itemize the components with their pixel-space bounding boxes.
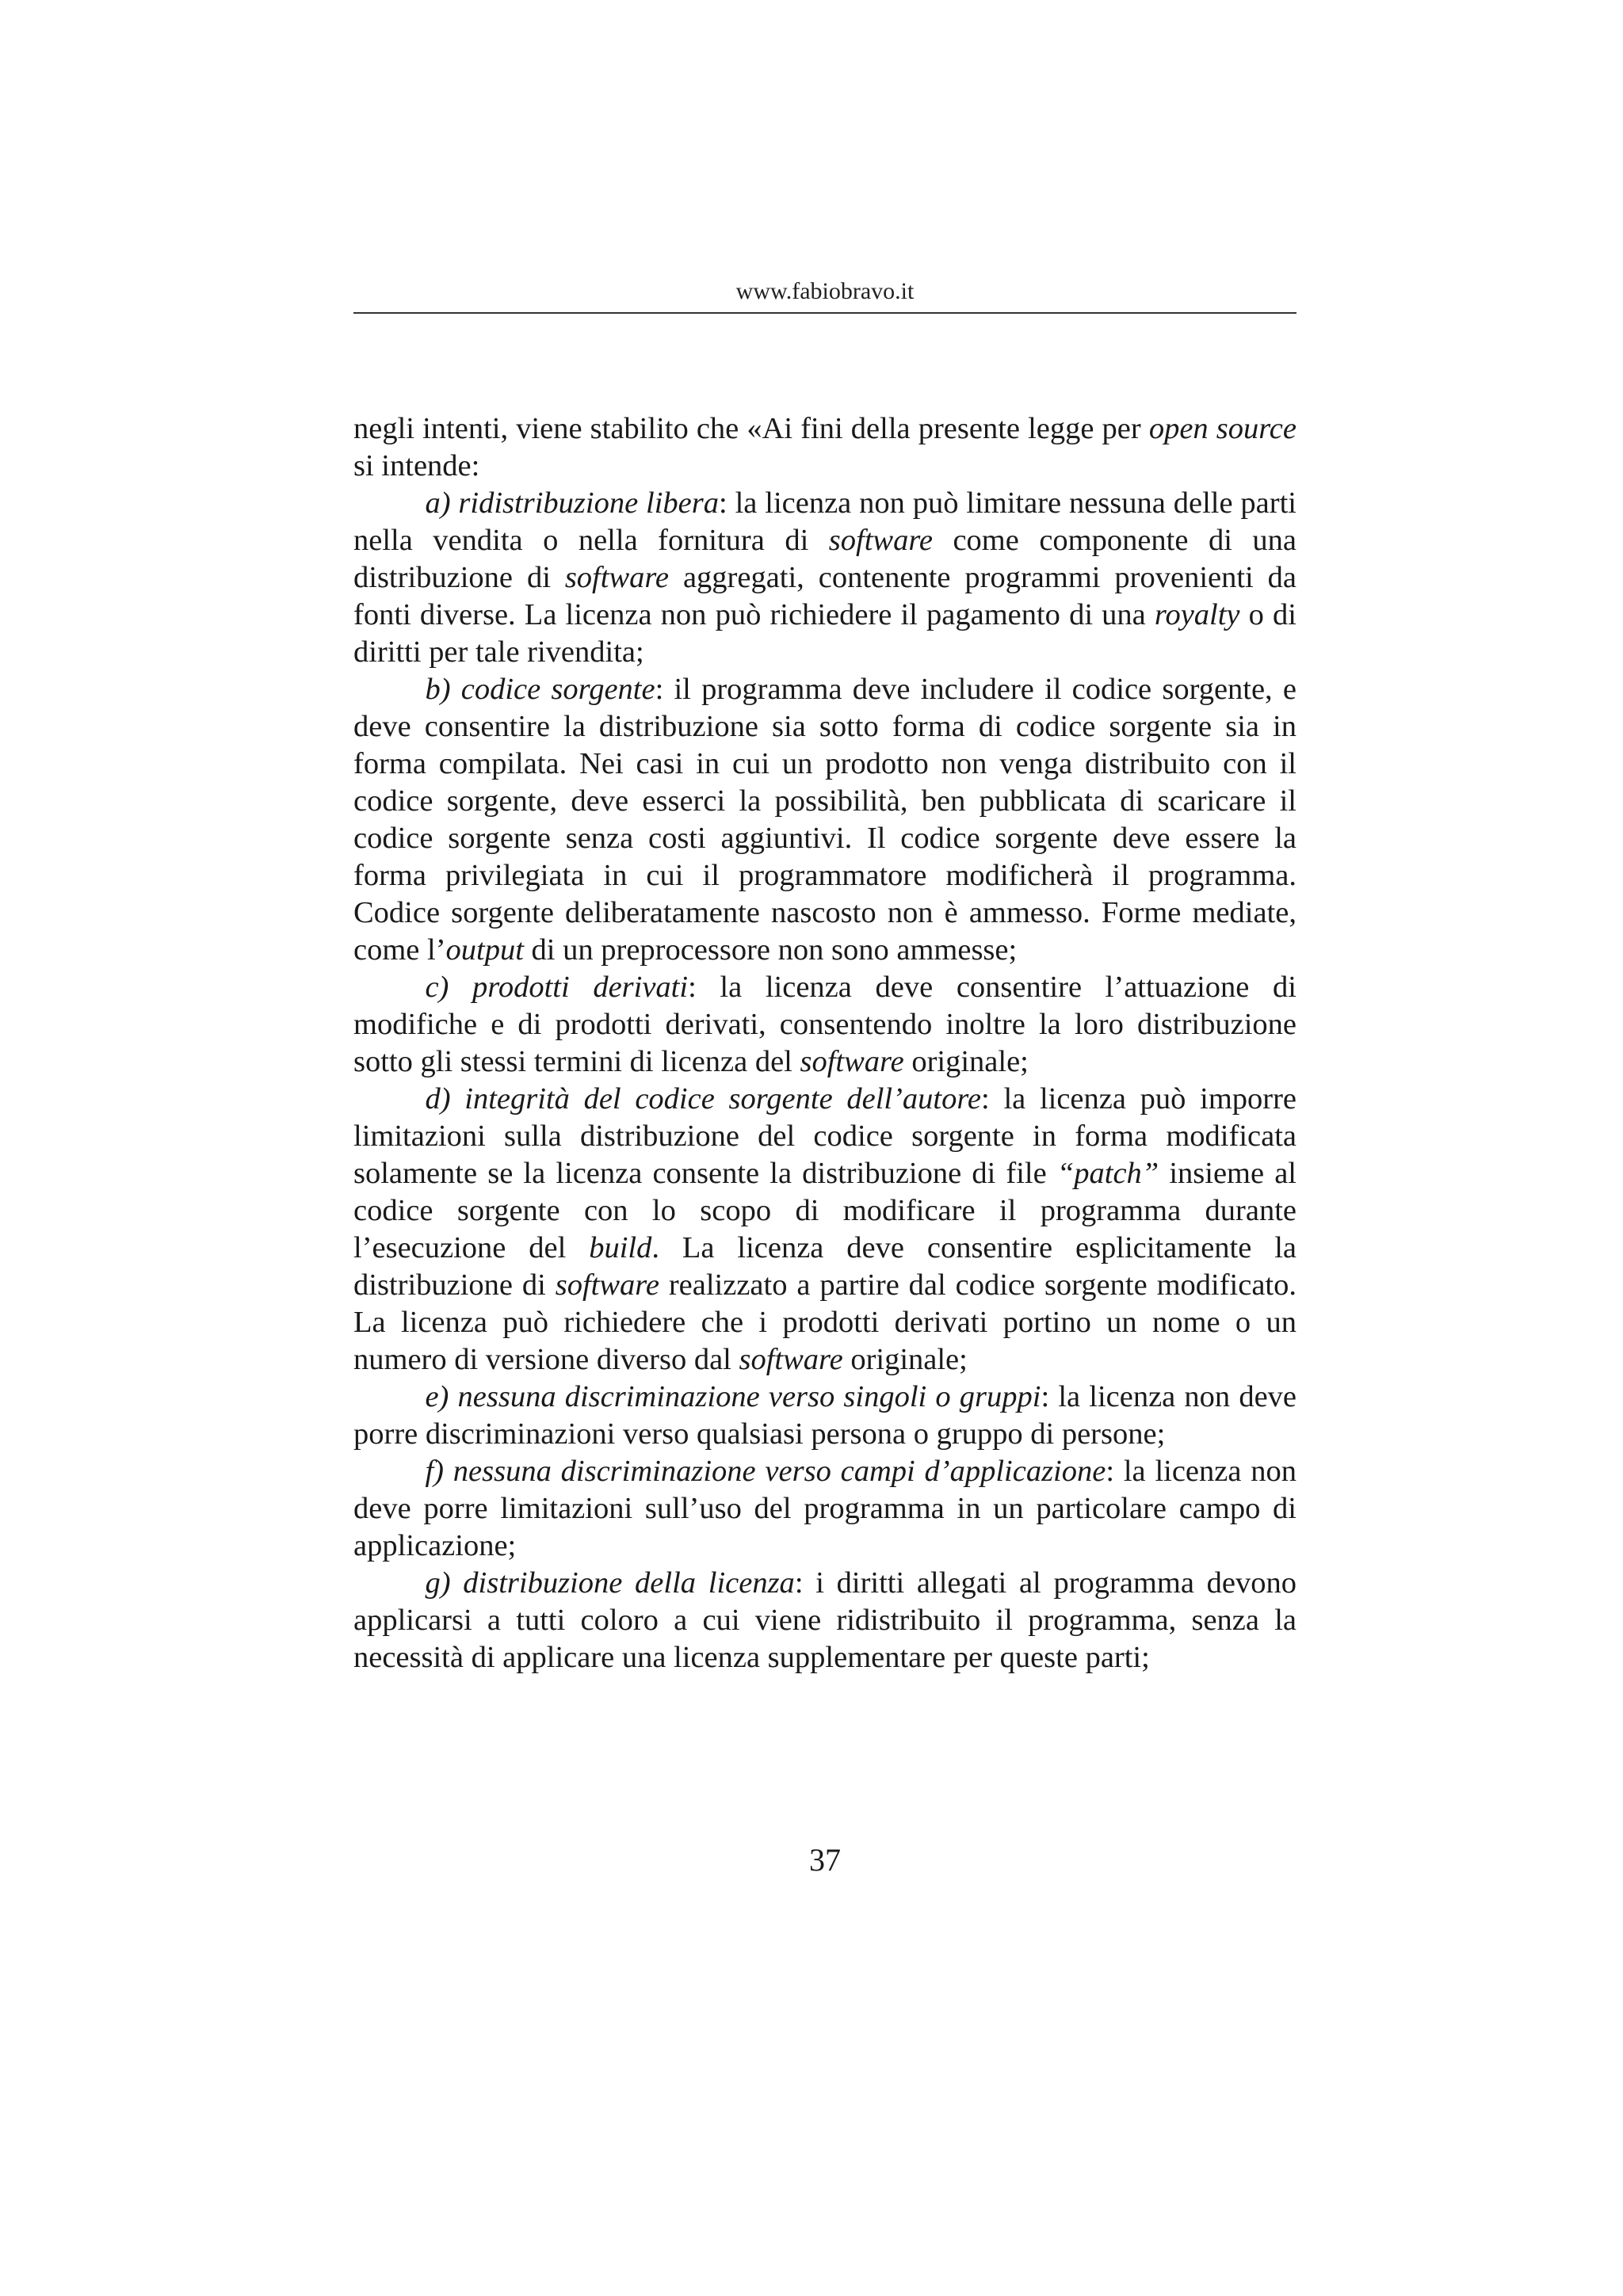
text-segment: realizzato a partire dal codice sorgente modificato. La licenza può richiedere che i prodotti derivati portino un nome o un numero di versione diverso dal <box>353 1268 1296 1376</box>
item-heading: c) prodotti derivati <box>425 971 689 1004</box>
text-segment: . La licenza deve consentire esplicitamente la distribuzione di <box>353 1231 1296 1302</box>
list-item-b <box>353 671 1296 969</box>
italic-term: open source <box>1148 412 1296 445</box>
list-item-a <box>353 485 1296 671</box>
text-segment: originale; <box>842 1343 968 1376</box>
item-heading: f) nessuna discriminazione verso campi d’applicazione <box>425 1455 1106 1488</box>
text-segment: originale; <box>903 1045 1029 1078</box>
text-segment: : il programma deve includere il codice sorgente, e deve consentire la distribuzione sia sotto forma di codice sorgente sia in forma compilata. Nei casi in cui un prodotto non venga distribuito con il codice sorgente, deve esserci la possibilità, ben pubblicata di scaricare il codice sorgente senza costi aggiuntivi. Il codice sorgente deve essere la forma privilegiata in cui il programmatore modificherà il programma. Codice sorgente deliberatamente nascosto non è ammesso. Forme mediate, come l’ <box>353 673 1296 967</box>
italic-term: software <box>555 1268 659 1302</box>
italic-term: output <box>445 933 524 967</box>
italic-term: software <box>739 1343 843 1376</box>
list-item-c <box>353 969 1296 1081</box>
item-heading: d) integrità del codice sorgente dell’autore <box>425 1082 982 1116</box>
italic-term: software <box>800 1045 904 1078</box>
text-segment: o di diritti per tale rivendita; <box>353 598 1296 669</box>
italic-term: build <box>589 1231 652 1264</box>
list-item-e <box>353 1379 1296 1453</box>
item-heading: b) codice sorgente <box>425 673 655 706</box>
item-heading: a) ridistribuzione libera <box>425 486 720 520</box>
italic-term: software <box>564 561 670 594</box>
text-segment: aggregati, contenente programmi provenienti da fonti diverse. La licenza non può richiedere il pagamento di una <box>353 561 1297 631</box>
text-segment: negli intenti, viene stabilito che «Ai fini della presente legge per <box>353 412 1149 445</box>
list-item-d <box>353 1081 1296 1379</box>
italic-term: royalty <box>1154 598 1240 631</box>
text-segment: di un preprocessore non sono ammesse; <box>523 933 1018 967</box>
item-heading: e) nessuna discriminazione verso singoli o gruppi <box>425 1380 1041 1413</box>
header-divider <box>353 312 1296 314</box>
text-segment: : la licenza non deve porre discriminazioni verso qualsiasi persona o gruppo di persone; <box>353 1380 1296 1451</box>
text-segment: : la licenza può imporre limitazioni sulla distribuzione del codice sorgente in forma modificata solamente se la licenza consente la distribuzione di file <box>353 1082 1296 1190</box>
list-item-f <box>353 1453 1296 1565</box>
italic-term: software <box>828 524 933 557</box>
item-heading: g) distribuzione della licenza <box>425 1566 795 1600</box>
text-segment: insieme al codice sorgente con lo scopo di modificare il programma durante l’esecuzione del <box>353 1157 1296 1264</box>
text-segment: : i diritti allegati al programma devono applicarsi a tutti coloro a cui viene ridistribuito il programma, senza la necessità di applicare una licenza supplementare per queste parti; <box>353 1566 1296 1674</box>
list-item-g <box>353 1565 1296 1676</box>
page-number: 37 <box>809 1842 841 1878</box>
text-segment: come componente di una distribuzione di <box>353 524 1296 594</box>
text-segment: si intende: <box>353 449 480 482</box>
italic-term: “patch” <box>1056 1157 1159 1190</box>
text-segment: : la licenza non deve porre limitazioni sull’uso del programma in un particolare campo di applicazione; <box>353 1455 1296 1562</box>
body-text <box>353 410 1296 1676</box>
paragraph-intro <box>353 410 1296 485</box>
text-segment: : la licenza non può limitare nessuna delle parti nella vendita o nella fornitura di <box>353 486 1296 557</box>
running-header-site: www.fabiobravo.it <box>735 278 915 304</box>
text-segment: : la licenza deve consentire l’attuazione di modifiche e di prodotti derivati, consentendo inoltre la loro distribuzione sotto gli stessi termini di licenza del <box>353 971 1296 1078</box>
